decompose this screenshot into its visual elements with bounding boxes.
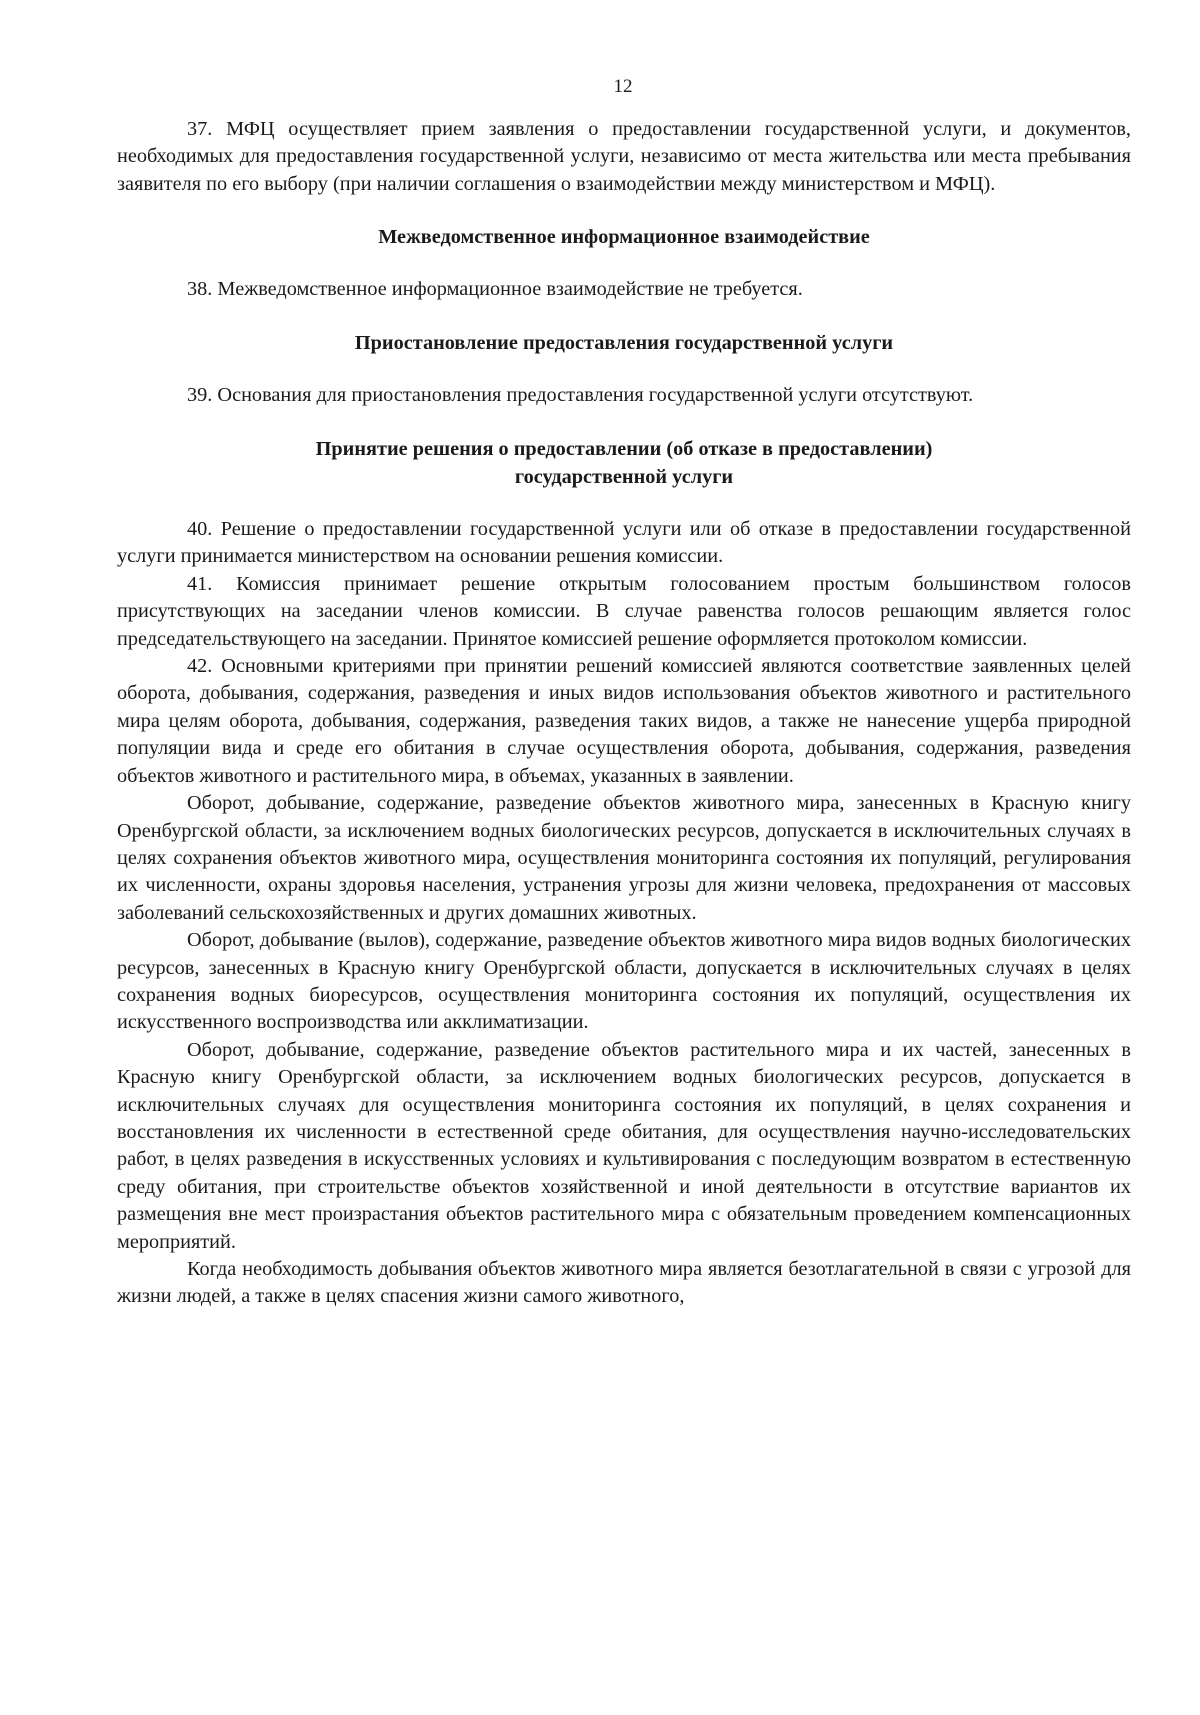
paragraph-42-animals: Оборот, добывание, содержание, разведение объектов животного мира, занесенных в Красную книгу Оренбургской области, за исключением водных биологических ресурсов, допускается в исключительных случаях в целях сохранения объектов животного мира, осуществления мониторинга состояния их популяций, регулирования их численности, охраны здоровья населения, устранения угрозы для жизни человека, предохранения от массовых заболеваний сельскохозяйственных и других домашних животных. (117, 792, 1131, 924)
paragraph-42-aquatic: Оборот, добывание (вылов), содержание, разведение объектов животного мира видов водных биологических ресурсов, занесенных в Красную книгу Оренбургской области, допускается в исключительных случаях в целях сохранения водных биоресурсов, осуществления мониторинга состояния их популяций, осуществления их искусственного воспроизводства или акклиматизации. (117, 929, 1131, 1034)
section-heading-decision (117, 435, 1131, 491)
paragraph-38: 38. Межведомственное информационное взаимодействие не требуется. (187, 278, 803, 301)
paragraph-40: 40. Решение о предоставлении государственной услуги или об отказе в предоставлении государственной услуги принимается министерством на основании решения комиссии. (117, 518, 1131, 568)
section-heading-suspension: Приостановление предоставления государственной услуги (354, 331, 894, 354)
paragraph-39: 39. Основания для приостановления предоставления государственной услуги отсутствуют. (187, 383, 974, 406)
document-body (117, 116, 1131, 1311)
paragraph-37: 37. МФЦ осуществляет прием заявления о предоставлении государственной услуги, и документов, необходимых для предоставления государственной услуги, независимо от места жительства или места пребывания заявителя по его выбору (при наличии соглашения о взаимодействии между министерством и МФЦ). (117, 118, 1131, 195)
paragraph-42: 42. Основными критериями при принятии решений комиссией являются соответствие заявленных целей оборота, добывания, содержания, разведения и иных видов использования объектов животного и растительного мира целям оборота, добывания, содержания, разведения таких видов, а также не нанесение ущерба природной популяции вида и среде его обитания в случае осуществления оборота, добывания, содержания, разведения объектов животного и растительного мира, в объемах, указанных в заявлении. (117, 655, 1131, 787)
section-heading-interagency: Межведомственное информационное взаимодействие (378, 226, 870, 249)
section-heading-decision-line-1: Принятие решения о предоставлении (об отказе в предоставлении) (315, 438, 933, 461)
section-heading-decision-line-2: государственной услуги (514, 466, 734, 489)
paragraph-42-urgent: Когда необходимость добывания объектов животного мира является безотлагательной в связи с угрозой для жизни людей, а также в целях спасения жизни самого животного, (117, 1258, 1131, 1308)
paragraph-41: 41. Комиссия принимает решение открытым голосованием простым большинством голосов присутствующих на заседании членов комиссии. В случае равенства голосов решающим является голос председательствующего на заседании. Принятое комиссией решение оформляется протоколом комиссии. (117, 572, 1131, 650)
page-number: 12 (613, 76, 633, 97)
paragraph-42-plants: Оборот, добывание, содержание, разведение объектов растительного мира и их частей, занесенных в Красную книгу Оренбургской области, за исключением водных биологических ресурсов, допускается в исключительных случаях для осуществления мониторинга состояния их популяций, в целях сохранения и восстановления их численности в естественной среде обитания, для осуществления научно-исследовательских работ, в целях разведения в искусственных условиях и культивирования с последующим возвратом в естественную среду обитания, при строительстве объектов хозяйственной и иной деятельности в отсутствие вариантов их размещения вне мест произрастания объектов растительного мира с обязательным проведением компенсационных мероприятий. (117, 1038, 1131, 1253)
